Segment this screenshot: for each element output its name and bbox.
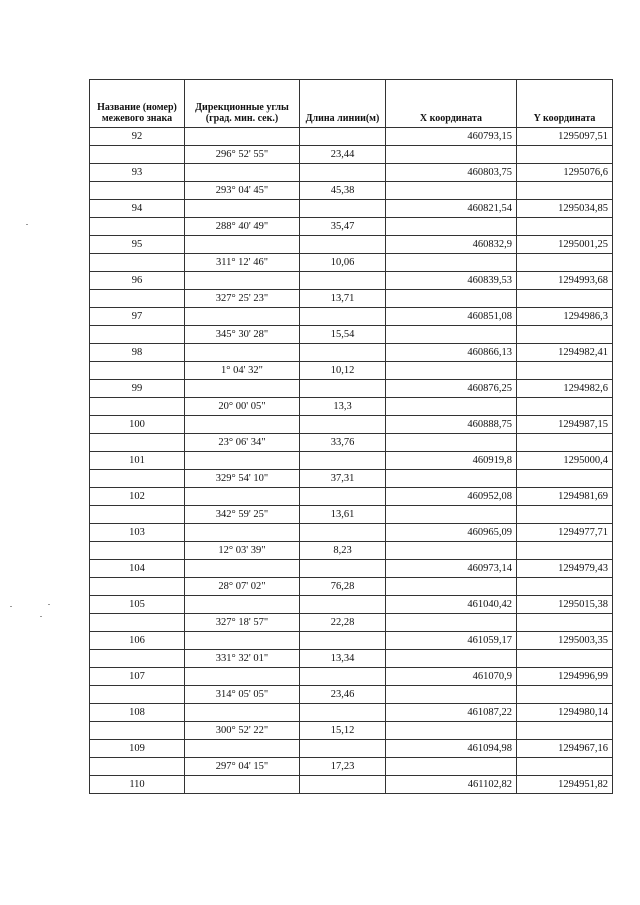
empty-cell [517, 290, 613, 308]
empty-cell [300, 416, 386, 434]
point-name: 98 [90, 344, 185, 362]
point-row [90, 416, 613, 434]
direction-angle: 1° 04' 32" [185, 362, 300, 380]
x-coordinate: 460973,14 [386, 560, 517, 578]
empty-cell [300, 740, 386, 758]
empty-cell [517, 146, 613, 164]
segment-row [90, 614, 613, 632]
point-name: 97 [90, 308, 185, 326]
empty-cell [517, 434, 613, 452]
y-coordinate: 1294980,14 [517, 704, 613, 722]
segment-row [90, 146, 613, 164]
line-length: 76,28 [300, 578, 386, 596]
empty-cell [517, 722, 613, 740]
empty-cell [90, 398, 185, 416]
empty-cell [185, 164, 300, 182]
header-name: Название (номер) межевого знака [90, 80, 185, 128]
empty-cell [386, 254, 517, 272]
empty-cell [517, 470, 613, 488]
header-x: X координата [386, 80, 517, 128]
empty-cell [90, 506, 185, 524]
empty-cell [185, 560, 300, 578]
direction-angle: 314° 05' 05" [185, 686, 300, 704]
empty-cell [300, 596, 386, 614]
y-coordinate: 1295097,51 [517, 128, 613, 146]
point-name: 108 [90, 704, 185, 722]
x-coordinate: 460793,15 [386, 128, 517, 146]
segment-row [90, 326, 613, 344]
empty-cell [386, 434, 517, 452]
line-length: 13,3 [300, 398, 386, 416]
empty-cell [386, 470, 517, 488]
y-coordinate: 1295001,25 [517, 236, 613, 254]
point-name: 94 [90, 200, 185, 218]
segment-row [90, 542, 613, 560]
point-row [90, 488, 613, 506]
empty-cell [90, 362, 185, 380]
x-coordinate: 460803,75 [386, 164, 517, 182]
point-row [90, 740, 613, 758]
point-row [90, 164, 613, 182]
y-coordinate: 1294979,43 [517, 560, 613, 578]
header-y: Y координата [517, 80, 613, 128]
point-name: 99 [90, 380, 185, 398]
y-coordinate: 1294967,16 [517, 740, 613, 758]
empty-cell [90, 470, 185, 488]
line-length: 10,06 [300, 254, 386, 272]
segment-row [90, 722, 613, 740]
line-length: 33,76 [300, 434, 386, 452]
empty-cell [386, 650, 517, 668]
empty-cell [185, 704, 300, 722]
empty-cell [185, 236, 300, 254]
empty-cell [90, 722, 185, 740]
direction-angle: 345° 30' 28" [185, 326, 300, 344]
line-length: 37,31 [300, 470, 386, 488]
point-row [90, 560, 613, 578]
empty-cell [517, 218, 613, 236]
segment-row [90, 254, 613, 272]
empty-cell [90, 218, 185, 236]
empty-cell [90, 434, 185, 452]
x-coordinate: 460866,13 [386, 344, 517, 362]
empty-cell [517, 362, 613, 380]
line-length: 13,61 [300, 506, 386, 524]
x-coordinate: 461094,98 [386, 740, 517, 758]
x-coordinate: 460888,75 [386, 416, 517, 434]
empty-cell [300, 344, 386, 362]
x-coordinate: 461087,22 [386, 704, 517, 722]
empty-cell [185, 200, 300, 218]
empty-cell [386, 326, 517, 344]
y-coordinate: 1294981,69 [517, 488, 613, 506]
line-length: 35,47 [300, 218, 386, 236]
x-coordinate: 460839,53 [386, 272, 517, 290]
empty-cell [386, 362, 517, 380]
empty-cell [185, 596, 300, 614]
empty-cell [386, 182, 517, 200]
empty-cell [386, 398, 517, 416]
coordinates-table [89, 79, 613, 794]
segment-row [90, 758, 613, 776]
line-length: 22,28 [300, 614, 386, 632]
line-length: 15,54 [300, 326, 386, 344]
point-name: 105 [90, 596, 185, 614]
empty-cell [517, 506, 613, 524]
empty-cell [517, 614, 613, 632]
direction-angle: 12° 03' 39" [185, 542, 300, 560]
direction-angle: 311° 12' 46" [185, 254, 300, 272]
empty-cell [90, 254, 185, 272]
point-name: 110 [90, 776, 185, 794]
empty-cell [300, 200, 386, 218]
point-name: 93 [90, 164, 185, 182]
x-coordinate: 461059,17 [386, 632, 517, 650]
empty-cell [185, 524, 300, 542]
point-name: 107 [90, 668, 185, 686]
empty-cell [90, 182, 185, 200]
segment-row [90, 182, 613, 200]
empty-cell [300, 704, 386, 722]
point-row [90, 380, 613, 398]
empty-cell [300, 236, 386, 254]
y-coordinate: 1294982,6 [517, 380, 613, 398]
segment-row [90, 686, 613, 704]
empty-cell [300, 272, 386, 290]
empty-cell [300, 452, 386, 470]
empty-cell [185, 380, 300, 398]
point-name: 96 [90, 272, 185, 290]
point-name: 92 [90, 128, 185, 146]
direction-angle: 28° 07' 02" [185, 578, 300, 596]
empty-cell [90, 146, 185, 164]
empty-cell [300, 164, 386, 182]
segment-row [90, 434, 613, 452]
empty-cell [90, 578, 185, 596]
empty-cell [185, 416, 300, 434]
line-length: 8,23 [300, 542, 386, 560]
x-coordinate: 460851,08 [386, 308, 517, 326]
point-row [90, 308, 613, 326]
line-length: 17,23 [300, 758, 386, 776]
table-body [90, 128, 613, 794]
empty-cell [185, 668, 300, 686]
direction-angle: 296° 52' 55" [185, 146, 300, 164]
empty-cell [517, 254, 613, 272]
y-coordinate: 1295000,4 [517, 452, 613, 470]
empty-cell [386, 146, 517, 164]
point-row [90, 776, 613, 794]
point-name: 109 [90, 740, 185, 758]
y-coordinate: 1295003,35 [517, 632, 613, 650]
point-row [90, 128, 613, 146]
direction-angle: 297° 04' 15" [185, 758, 300, 776]
y-coordinate: 1294951,82 [517, 776, 613, 794]
point-name: 104 [90, 560, 185, 578]
point-row [90, 272, 613, 290]
direction-angle: 342° 59' 25" [185, 506, 300, 524]
y-coordinate: 1295034,85 [517, 200, 613, 218]
y-coordinate: 1295076,6 [517, 164, 613, 182]
line-length: 13,34 [300, 650, 386, 668]
segment-row [90, 218, 613, 236]
empty-cell [185, 344, 300, 362]
point-row [90, 452, 613, 470]
empty-cell [300, 776, 386, 794]
empty-cell [185, 488, 300, 506]
line-length: 45,38 [300, 182, 386, 200]
point-row [90, 632, 613, 650]
scan-speck [40, 616, 42, 617]
point-name: 95 [90, 236, 185, 254]
x-coordinate: 460965,09 [386, 524, 517, 542]
direction-angle: 329° 54' 10" [185, 470, 300, 488]
point-name: 106 [90, 632, 185, 650]
point-row [90, 200, 613, 218]
empty-cell [517, 182, 613, 200]
scan-speck [48, 604, 50, 605]
line-length: 10,12 [300, 362, 386, 380]
x-coordinate: 460832,9 [386, 236, 517, 254]
y-coordinate: 1294996,99 [517, 668, 613, 686]
point-name: 103 [90, 524, 185, 542]
y-coordinate: 1294987,15 [517, 416, 613, 434]
y-coordinate: 1294986,3 [517, 308, 613, 326]
empty-cell [300, 632, 386, 650]
empty-cell [90, 614, 185, 632]
point-name: 100 [90, 416, 185, 434]
empty-cell [185, 308, 300, 326]
y-coordinate: 1295015,38 [517, 596, 613, 614]
y-coordinate: 1294993,68 [517, 272, 613, 290]
y-coordinate: 1294977,71 [517, 524, 613, 542]
empty-cell [185, 632, 300, 650]
empty-cell [517, 650, 613, 668]
empty-cell [517, 578, 613, 596]
point-row [90, 596, 613, 614]
x-coordinate: 460919,8 [386, 452, 517, 470]
empty-cell [300, 524, 386, 542]
x-coordinate: 461040,42 [386, 596, 517, 614]
empty-cell [386, 614, 517, 632]
segment-row [90, 506, 613, 524]
empty-cell [517, 758, 613, 776]
empty-cell [90, 650, 185, 668]
header-angle: Дирекционные углы (град. мин. сек.) [185, 80, 300, 128]
segment-row [90, 470, 613, 488]
line-length: 15,12 [300, 722, 386, 740]
x-coordinate: 461070,9 [386, 668, 517, 686]
direction-angle: 327° 18' 57" [185, 614, 300, 632]
empty-cell [90, 758, 185, 776]
point-name: 102 [90, 488, 185, 506]
table-header-row [90, 80, 613, 128]
empty-cell [386, 686, 517, 704]
empty-cell [185, 740, 300, 758]
empty-cell [300, 128, 386, 146]
x-coordinate: 460821,54 [386, 200, 517, 218]
point-name: 101 [90, 452, 185, 470]
direction-angle: 20° 00' 05" [185, 398, 300, 416]
direction-angle: 327° 25' 23" [185, 290, 300, 308]
x-coordinate: 460876,25 [386, 380, 517, 398]
y-coordinate: 1294982,41 [517, 344, 613, 362]
segment-row [90, 362, 613, 380]
empty-cell [185, 128, 300, 146]
x-coordinate: 461102,82 [386, 776, 517, 794]
direction-angle: 300° 52' 22" [185, 722, 300, 740]
segment-row [90, 290, 613, 308]
empty-cell [517, 326, 613, 344]
direction-angle: 23° 06' 34" [185, 434, 300, 452]
empty-cell [185, 776, 300, 794]
empty-cell [300, 380, 386, 398]
empty-cell [386, 506, 517, 524]
empty-cell [300, 308, 386, 326]
empty-cell [386, 542, 517, 560]
point-row [90, 344, 613, 362]
line-length: 13,71 [300, 290, 386, 308]
direction-angle: 331° 32' 01" [185, 650, 300, 668]
empty-cell [300, 668, 386, 686]
empty-cell [517, 686, 613, 704]
empty-cell [517, 542, 613, 560]
empty-cell [386, 578, 517, 596]
scan-speck [26, 224, 28, 225]
empty-cell [90, 542, 185, 560]
header-length: Длина линии(м) [300, 80, 386, 128]
direction-angle: 288° 40' 49" [185, 218, 300, 236]
line-length: 23,44 [300, 146, 386, 164]
empty-cell [90, 326, 185, 344]
empty-cell [386, 218, 517, 236]
x-coordinate: 460952,08 [386, 488, 517, 506]
point-row [90, 704, 613, 722]
direction-angle: 293° 04' 45" [185, 182, 300, 200]
empty-cell [90, 290, 185, 308]
line-length: 23,46 [300, 686, 386, 704]
segment-row [90, 398, 613, 416]
point-row [90, 236, 613, 254]
empty-cell [300, 488, 386, 506]
segment-row [90, 578, 613, 596]
empty-cell [185, 272, 300, 290]
empty-cell [386, 290, 517, 308]
segment-row [90, 650, 613, 668]
empty-cell [517, 398, 613, 416]
point-row [90, 668, 613, 686]
empty-cell [386, 758, 517, 776]
empty-cell [185, 452, 300, 470]
empty-cell [300, 560, 386, 578]
empty-cell [90, 686, 185, 704]
point-row [90, 524, 613, 542]
empty-cell [386, 722, 517, 740]
scan-speck [10, 606, 12, 607]
